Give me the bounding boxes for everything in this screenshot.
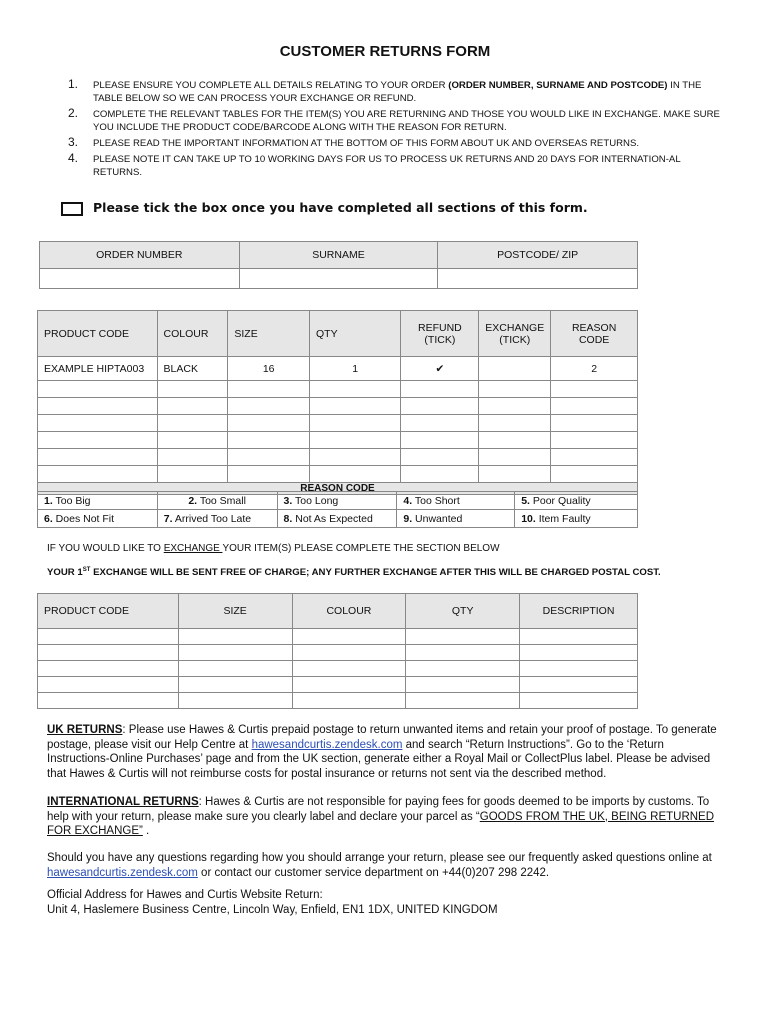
table-row[interactable] <box>38 645 638 661</box>
form-title: CUSTOMER RETURNS FORM <box>279 43 491 60</box>
table-row[interactable] <box>38 677 638 693</box>
exchange-header: EXCHANGE (TICK) <box>479 311 551 357</box>
exchange-description-header: DESCRIPTION <box>520 594 638 629</box>
exchange-product-code-header: PRODUCT CODE <box>38 594 179 629</box>
reason-code: 7. Arrived Too Late <box>157 510 277 528</box>
help-centre-link[interactable]: hawesandcurtis.zendesk.com <box>251 738 403 751</box>
exchange-table <box>37 593 638 709</box>
address-value: Unit 4, Haslemere Business Centre, Lincoln Way, Enfield, EN1 1DX, UNITED KINGDOM <box>47 904 498 916</box>
surname-header: SURNAME <box>239 242 438 269</box>
instruction-1: 1. PLEASE ENSURE YOU COMPLETE ALL DETAILS RELATING TO YOUR ORDER (ORDER NUMBER, SURNAME AND POSTCODE) IN THE TABLE BELOW SO WE CAN PROCESS YOUR EXCHANGE OR REFUND. <box>68 77 702 104</box>
table-row[interactable] <box>38 466 638 483</box>
example-colour: BLACK <box>157 357 228 381</box>
table-row[interactable] <box>38 415 638 432</box>
reason-code: 10. Item Faulty <box>515 510 638 528</box>
example-qty: 1 <box>309 357 400 381</box>
exchange-intro: IF YOU WOULD LIKE TO EXCHANGE YOUR ITEM(S) PLEASE COMPLETE THE SECTION BELOW <box>47 543 500 554</box>
reason-code: 9. Unwanted <box>397 510 515 528</box>
postcode-field[interactable] <box>438 269 638 289</box>
reason-code: 2. Too Small <box>157 492 277 510</box>
address-label: Official Address for Hawes and Curtis Website Return: <box>47 889 323 901</box>
table-row[interactable] <box>38 381 638 398</box>
reason-code: 3. Too Long <box>277 492 397 510</box>
exchange-qty-header: QTY <box>406 594 520 629</box>
table-row[interactable] <box>38 629 638 645</box>
reason-code: 1. Too Big <box>38 492 158 510</box>
reason-code-header: REASON CODE <box>551 311 638 357</box>
exchange-size-header: SIZE <box>178 594 292 629</box>
instruction-number: 3. <box>68 135 79 149</box>
instruction-4: 4. PLEASE NOTE IT CAN TAKE UP TO 10 WORKING DAYS FOR US TO PROCESS UK RETURNS AND 20 DAYS FOR INTERNATION-AL RETURNS. <box>68 151 681 178</box>
table-row[interactable] <box>38 449 638 466</box>
instruction-3: 3. PLEASE READ THE IMPORTANT INFORMATION AT THE BOTTOM OF THIS FORM ABOUT UK AND OVERSEAS RETURNS. <box>68 135 640 149</box>
example-product-code: EXAMPLE HIPTA003 <box>38 357 158 381</box>
order-number-field[interactable] <box>40 269 240 289</box>
reason-code-title: REASON CODE <box>38 483 638 495</box>
instruction-number: 4. <box>68 151 79 165</box>
product-code-header: PRODUCT CODE <box>38 311 158 357</box>
returns-table <box>37 310 638 495</box>
instruction-number: 1. <box>68 77 79 91</box>
refund-header: REFUND (TICK) <box>401 311 479 357</box>
colour-header: COLOUR <box>157 311 228 357</box>
example-size: 16 <box>228 357 310 381</box>
reason-code: 5. Poor Quality <box>515 492 638 510</box>
uk-returns-heading: UK RETURNS <box>47 724 123 736</box>
exchange-colour-header: COLOUR <box>292 594 406 629</box>
instruction-2: 2. COMPLETE THE RELEVANT TABLES FOR THE ITEM(S) YOU ARE RETURNING AND THOSE YOU WOULD LIKE IN EXCHANGE. MAKE SURE YOU INCLUDE THE PRODUCT CODE/BARCODE ALONG WITH THE REASON FOR RETURN. <box>68 106 720 133</box>
instruction-number: 2. <box>68 106 79 120</box>
example-reason: 2 <box>551 357 638 381</box>
example-refund-tick: ✔ <box>401 357 479 381</box>
reason-code-grid <box>37 491 638 528</box>
order-number-header: ORDER NUMBER <box>40 242 240 269</box>
table-row[interactable] <box>38 398 638 415</box>
table-row[interactable] <box>38 661 638 677</box>
uk-returns-paragraph: UK RETURNS: Please use Hawes & Curtis prepaid postage to return unwanted items and retain your proof of postage. To generate postage, please visit our Help Centre at hawesandcurtis.zendesk.com and search “Return Instructions”. Go to the ‘Return Instructions-Online Purchases’ page and from the UK section, generate either a Royal Mail or CollectPlus label. Please be advised that Hawes & Curtis will not reimburse costs for postal insurance or returns not sent via the described method. <box>47 724 717 780</box>
size-header: SIZE <box>228 311 310 357</box>
qty-header: QTY <box>309 311 400 357</box>
international-returns-heading: INTERNATIONAL RETURNS <box>47 796 199 808</box>
example-row <box>38 357 638 381</box>
postcode-header: POSTCODE/ ZIP <box>438 242 638 269</box>
international-returns-paragraph: INTERNATIONAL RETURNS: Hawes & Curtis are not responsible for paying fees for goods deemed to be imports by customs. To help with your return, please make sure you clearly label and declare your parcel as “GOODS FROM THE UK, BEING RETURNED FOR EXCHANGE” . <box>47 796 715 837</box>
reason-code: 8. Not As Expected <box>277 510 397 528</box>
table-row[interactable] <box>38 693 638 709</box>
questions-paragraph: Should you have any questions regarding how you should arrange your return, please see our frequently asked questions online at hawesandcurtis.zendesk.com or contact our customer service department on +44(0)207 298 2242. <box>47 852 712 879</box>
completion-checkbox[interactable] <box>61 202 83 216</box>
order-details-table <box>39 241 638 289</box>
surname-field[interactable] <box>239 269 438 289</box>
faq-link[interactable]: hawesandcurtis.zendesk.com <box>47 866 198 879</box>
reason-code: 6. Does Not Fit <box>38 510 158 528</box>
completion-checkbox-label: Please tick the box once you have completed all sections of this form. <box>93 200 588 215</box>
exchange-note: YOUR 1ST EXCHANGE WILL BE SENT FREE OF CHARGE; ANY FURTHER EXCHANGE AFTER THIS WILL BE CHARGED POSTAL COST. <box>47 567 661 579</box>
example-exchange-tick <box>479 357 551 381</box>
reason-code: 4. Too Short <box>397 492 515 510</box>
table-row[interactable] <box>38 432 638 449</box>
